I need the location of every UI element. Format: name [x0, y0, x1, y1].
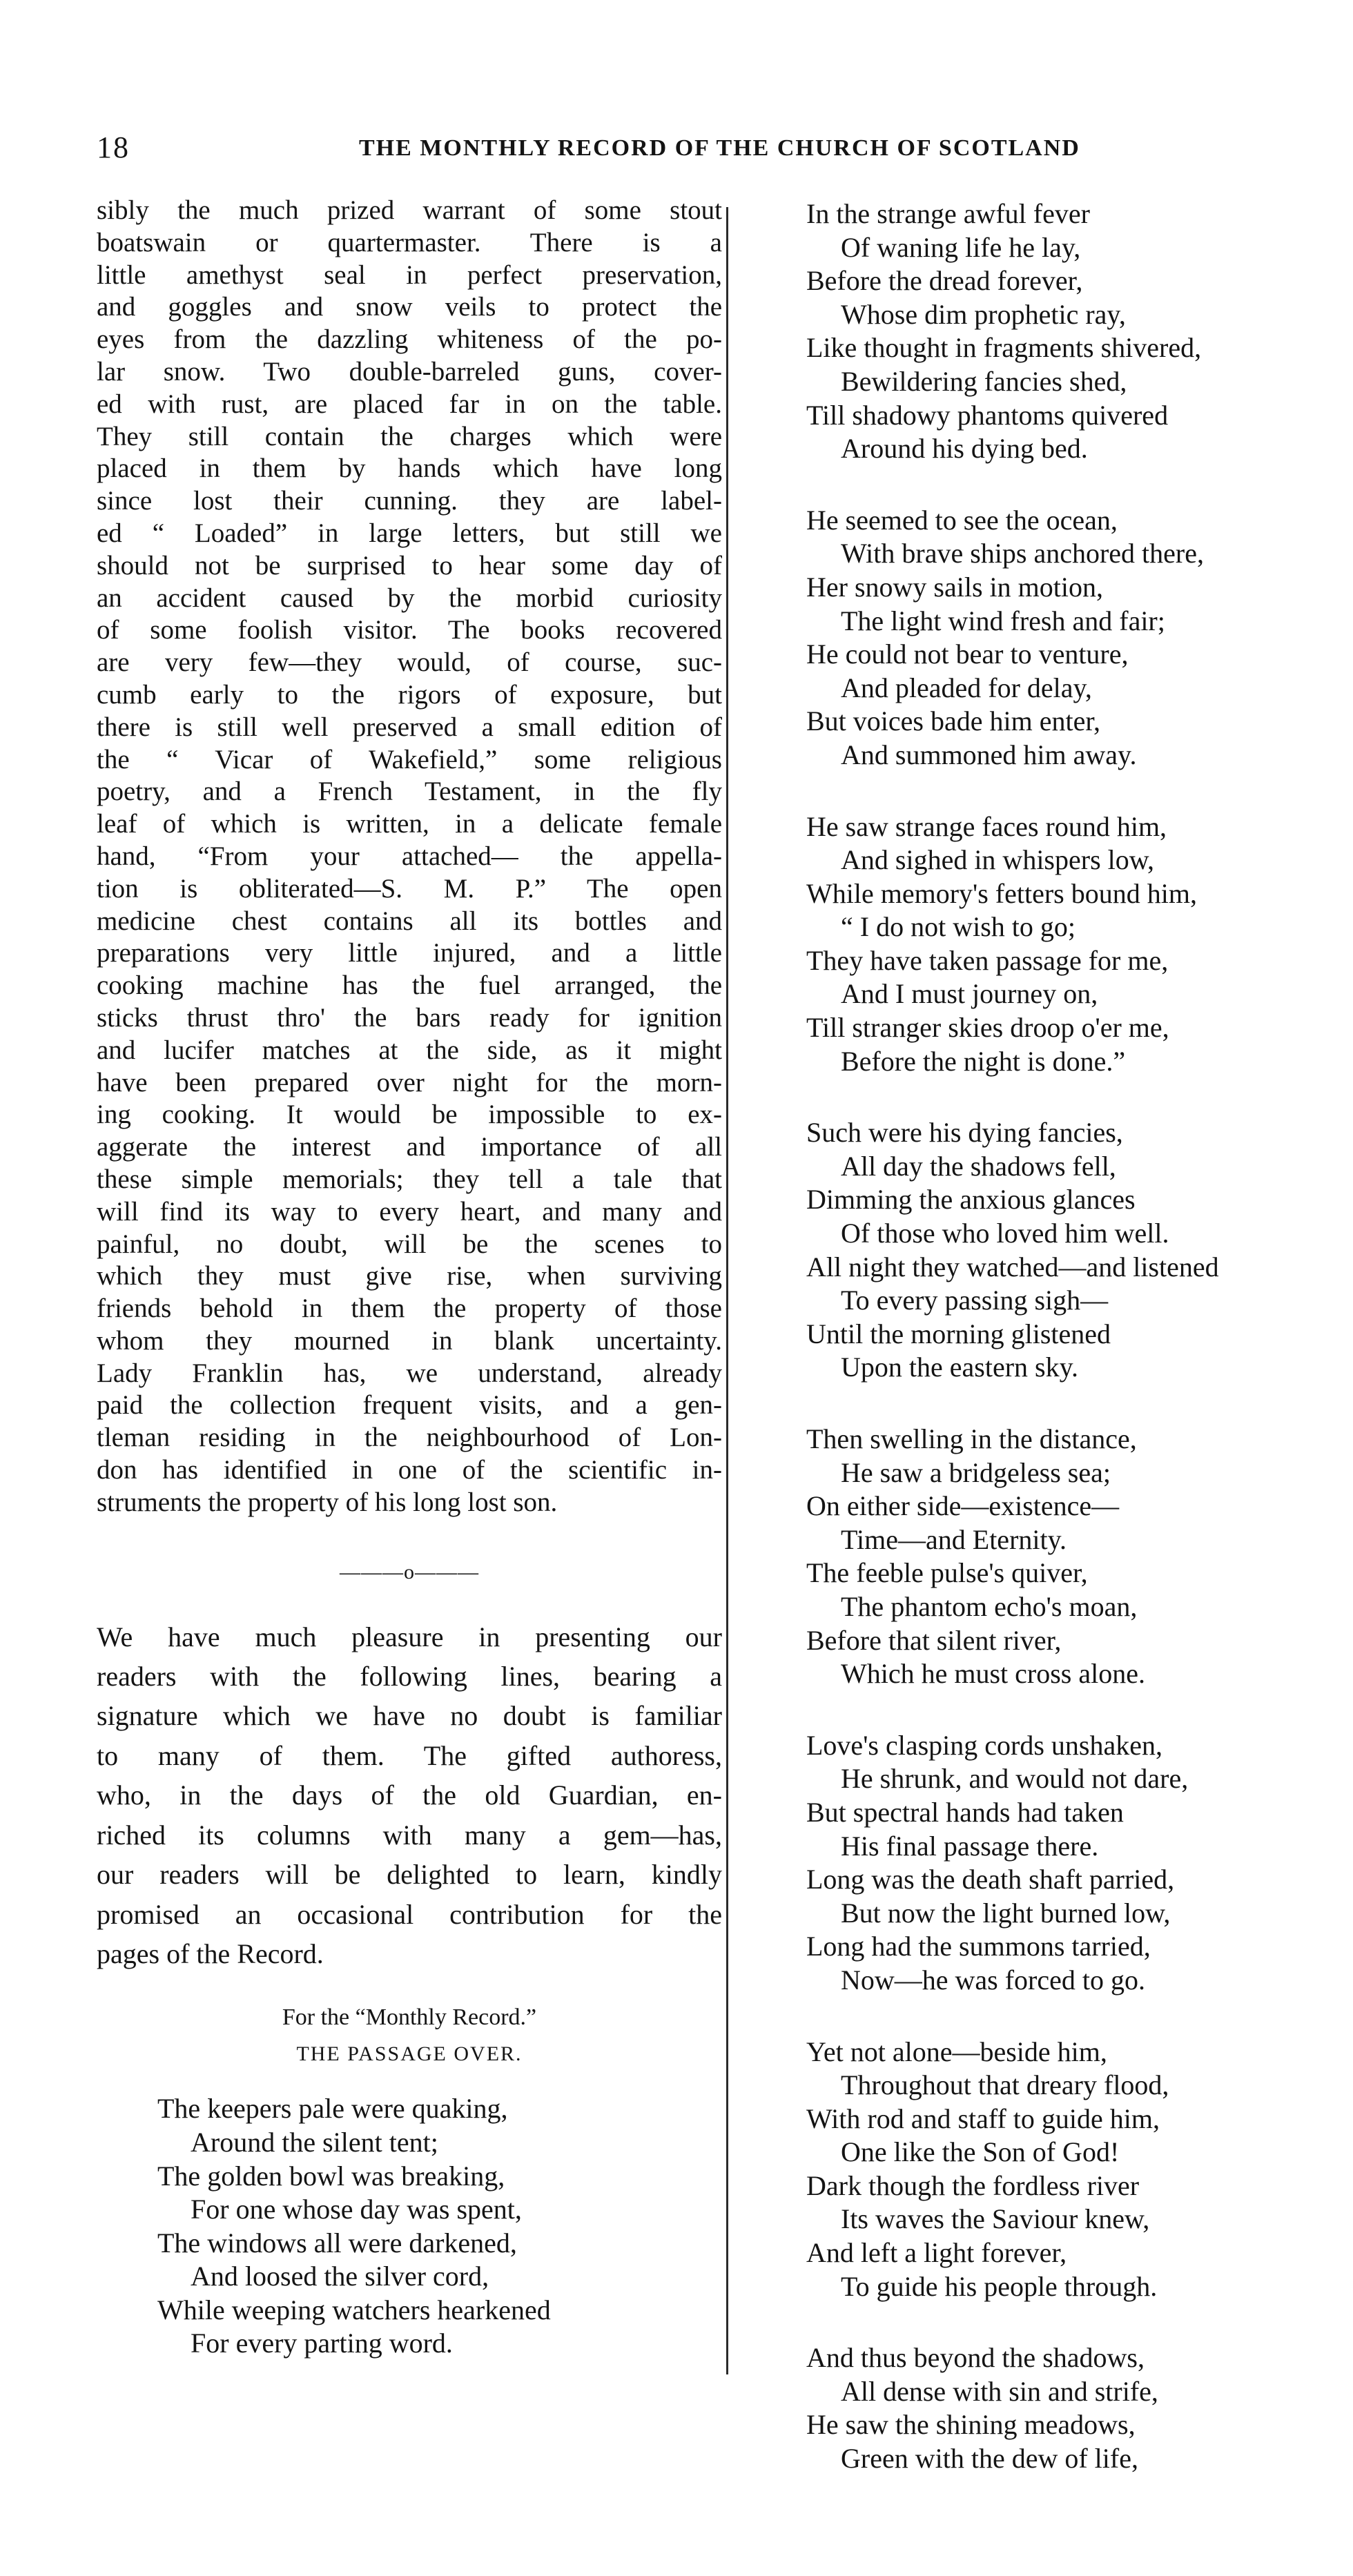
text-line: should not be surprised to hear some day of [97, 550, 722, 580]
article-text [97, 195, 722, 1519]
text-line: an accident caused by the morbid curiosity [97, 583, 722, 613]
text-line: painful, no doubt, will be the scenes to [97, 1229, 722, 1259]
poem-stanza [806, 197, 1345, 466]
poem-stanza [806, 810, 1345, 1079]
poem-line: To every passing sigh— [841, 1285, 1109, 1316]
text-line: sibly the much prized warrant of some stout [97, 195, 722, 225]
poem-line: While memory's fetters bound him, [806, 877, 1197, 909]
poem-line: To guide his people through. [841, 2270, 1158, 2302]
poem-line: The windows all were darkened, [157, 2227, 517, 2258]
poem-line: And I must journey on, [841, 978, 1098, 1010]
poem-line: Its waves the Saviour knew, [841, 2203, 1150, 2235]
poem-line: But voices bade him enter, [806, 705, 1101, 737]
poem-line: Time—and Eternity. [841, 1523, 1067, 1555]
text-line: readers with the following lines, bearing a [97, 1661, 722, 1692]
text-line: will find its way to every heart, and many and [97, 1196, 722, 1227]
poem-line: While weeping watchers hearkened [157, 2294, 551, 2325]
text-line: the “ Vicar of Wakefield,” some religious [97, 744, 722, 774]
poem-line: Like thought in fragments shivered, [806, 332, 1202, 364]
poem-line: Before the dread forever, [806, 265, 1083, 297]
poem-line: And thus beyond the shadows, [806, 2342, 1145, 2374]
poem-stanza [806, 504, 1345, 772]
poem-line: The feeble pulse's quiver, [806, 1557, 1088, 1589]
text-line: have been prepared over night for the morn- [97, 1067, 722, 1097]
right-column [806, 197, 1345, 2514]
text-line: preparations very little injured, and a little [97, 938, 722, 968]
poem-line: Before the night is done.” [841, 1045, 1126, 1077]
text-line: riched its columns with many a gem—has, [97, 1819, 722, 1851]
text-line: these simple memorials; they tell a tale that [97, 1164, 722, 1194]
poem-line: All day the shadows fell, [841, 1150, 1116, 1182]
poem-line: The keepers pale were quaking, [157, 2093, 508, 2125]
text-line: ed “ Loaded” in large letters, but still we [97, 518, 722, 548]
poem-line: And pleaded for delay, [841, 672, 1092, 703]
poem-stanza [97, 2092, 722, 2361]
poem-stanza [806, 1116, 1345, 1385]
poem-line: Now—he was forced to go. [841, 1964, 1145, 1996]
editorial-introduction [97, 1617, 722, 1974]
text-line: there is still well preserved a small edition of [97, 712, 722, 742]
poem-line: The phantom echo's moan, [841, 1590, 1138, 1622]
section-separator: ———o——— [340, 1560, 479, 1583]
poem-line: The golden bowl was breaking, [157, 2160, 505, 2192]
poem-line: Whose dim prophetic ray, [841, 298, 1126, 330]
text-line: promised an occasional contribution for the [97, 1898, 722, 1930]
column-divider [726, 207, 728, 2374]
poem-line: Around his dying bed. [841, 433, 1088, 465]
poem-line: He saw the shining meadows, [806, 2409, 1136, 2441]
text-line: placed in them by hands which have long [97, 453, 722, 484]
poem-stanza [806, 1729, 1345, 1998]
running-head: THE MONTHLY RECORD OF THE CHURCH OF SCOTLAND [359, 135, 1080, 161]
text-line: leaf of which is written, in a delicate female [97, 809, 722, 839]
poem-line: Love's clasping cords unshaken, [806, 1729, 1162, 1761]
poem-line: He could not bear to venture, [806, 638, 1129, 670]
text-line: We have much pleasure in presenting our [97, 1621, 722, 1652]
poem-line: In the strange awful fever [806, 198, 1090, 229]
text-line: our readers will be delighted to learn, kindly [97, 1859, 722, 1891]
poem-line: But spectral hands had taken [806, 1796, 1124, 1828]
left-column [97, 195, 722, 2399]
text-line: paid the collection frequent visits, and a gen- [97, 1390, 722, 1421]
poem-stanza [806, 2341, 1345, 2475]
text-line: and goggles and snow veils to protect the [97, 292, 722, 322]
text-line: They still contain the charges which were [97, 421, 722, 451]
poem-line: Till shadowy phantoms quivered [806, 399, 1169, 431]
page-number: 18 [97, 130, 130, 164]
text-line: since lost their cunning. they are label- [97, 486, 722, 516]
text-line: to many of them. The gifted authoress, [97, 1739, 722, 1771]
poem-line: They have taken passage for me, [806, 944, 1169, 976]
text-line: lar snow. Two double-barreled guns, cover- [97, 356, 722, 387]
poem-line: With brave ships anchored there, [841, 538, 1204, 569]
poem-line: The light wind fresh and fair; [841, 605, 1165, 636]
text-line: whom they mourned in blank uncertainty. [97, 1325, 722, 1356]
text-line: friends behold in them the property of those [97, 1294, 722, 1324]
text-line: aggerate the interest and importance of all [97, 1132, 722, 1162]
poem-line: “ I do not wish to go; [841, 911, 1075, 943]
text-line: little amethyst seal in perfect preservation, [97, 260, 722, 290]
text-line: don has identified in one of the scientific in- [97, 1455, 722, 1485]
poem-title: THE PASSAGE OVER. [296, 2042, 523, 2066]
text-line: which they must give rise, when surviving [97, 1261, 722, 1291]
poem-line: Till stranger skies droop o'er me, [806, 1012, 1169, 1044]
poem-line: For every parting word. [191, 2328, 453, 2359]
poem-line: Upon the eastern sky. [841, 1352, 1078, 1383]
text-line: of some foolish visitor. The books recovered [97, 615, 722, 645]
poem-line: Which he must cross alone. [841, 1658, 1145, 1690]
text-line: medicine chest contains all its bottles and [97, 906, 722, 936]
poem-line: Such were his dying fancies, [806, 1117, 1123, 1149]
poem-line: One like the Son of God! [841, 2136, 1120, 2168]
poem-line: He seemed to see the ocean, [806, 504, 1118, 536]
poem-line: On either side—existence— [806, 1490, 1120, 1522]
poem-line: His final passage there. [841, 1830, 1099, 1862]
poem-line: He shrunk, and would not dare, [841, 1763, 1189, 1795]
text-line: boatswain or quartermaster. There is a [97, 227, 722, 257]
text-line: ed with rust, are placed far in on the table. [97, 389, 722, 419]
poem-line: Dimming the anxious glances [806, 1184, 1136, 1216]
text-line: pages of the Record. [97, 1938, 324, 1969]
text-line: sticks thrust thro' the bars ready for ignition [97, 1002, 722, 1033]
poem-line: Until the morning glistened [806, 1318, 1111, 1349]
poem-line: Before that silent river, [806, 1624, 1062, 1656]
poem-line: Around the silent tent; [191, 2126, 438, 2158]
text-line: hand, “From your attached— the appella- [97, 841, 722, 871]
poem-line: And loosed the silver cord, [191, 2261, 489, 2292]
text-line: Lady Franklin has, we understand, already [97, 1358, 722, 1388]
poem-line: Of waning life he lay, [841, 231, 1081, 263]
poem-line: Green with the dew of life, [841, 2443, 1138, 2475]
poem-line: All dense with sin and strife, [841, 2375, 1158, 2407]
text-line: struments the property of his long lost son. [97, 1487, 558, 1517]
text-line: cumb early to the rigors of exposure, but [97, 679, 722, 710]
poem-line: Long had the summons tarried, [806, 1931, 1151, 1962]
text-line: ing cooking. It would be impossible to ex- [97, 1100, 722, 1130]
text-line: and lucifer matches at the side, as it might [97, 1035, 722, 1065]
poem-line: Long was the death shaft parried, [806, 1864, 1175, 1895]
poem-line: And left a light forever, [806, 2237, 1067, 2269]
text-line: tleman residing in the neighbourhood of Lon- [97, 1423, 722, 1453]
poem-stanza [806, 2036, 1345, 2304]
text-line: signature which we have no doubt is familiar [97, 1700, 722, 1732]
poem-line: All night they watched—and listened [806, 1251, 1219, 1282]
text-line: are very few—they would, of course, suc- [97, 647, 722, 678]
text-line: eyes from the dazzling whiteness of the po- [97, 324, 722, 355]
poem-line: For one whose day was spent, [191, 2194, 522, 2225]
poem-caption: For the “Monthly Record.” [282, 2004, 537, 2031]
poem-line: He saw a bridgeless sea; [841, 1456, 1111, 1488]
poem-line: And summoned him away. [841, 739, 1137, 770]
poem-line: With rod and staff to guide him, [806, 2102, 1160, 2134]
text-line: poetry, and a French Testament, in the fly [97, 777, 722, 807]
poem-line: Throughout that dreary flood, [841, 2069, 1169, 2101]
poem-line: Her snowy sails in motion, [806, 571, 1103, 603]
poem-line: But now the light burned low, [841, 1897, 1171, 1929]
poem-line: Dark though the fordless river [806, 2169, 1140, 2201]
poem-line: Yet not alone—beside him, [806, 2036, 1107, 2067]
poem-line: Then swelling in the distance, [806, 1423, 1137, 1454]
poem-line: And sighed in whispers low, [841, 844, 1155, 876]
text-line: who, in the days of the old Guardian, en- [97, 1779, 722, 1811]
text-line: cooking machine has the fuel arranged, the [97, 970, 722, 1001]
poem-line: He saw strange faces round him, [806, 810, 1167, 842]
poem-line: Of those who loved him well. [841, 1218, 1169, 1249]
poem-stanza [806, 1423, 1345, 1691]
poem-line: Bewildering fancies shed, [841, 365, 1127, 397]
text-line: tion is obliterated—S. M. P.” The open [97, 873, 722, 904]
